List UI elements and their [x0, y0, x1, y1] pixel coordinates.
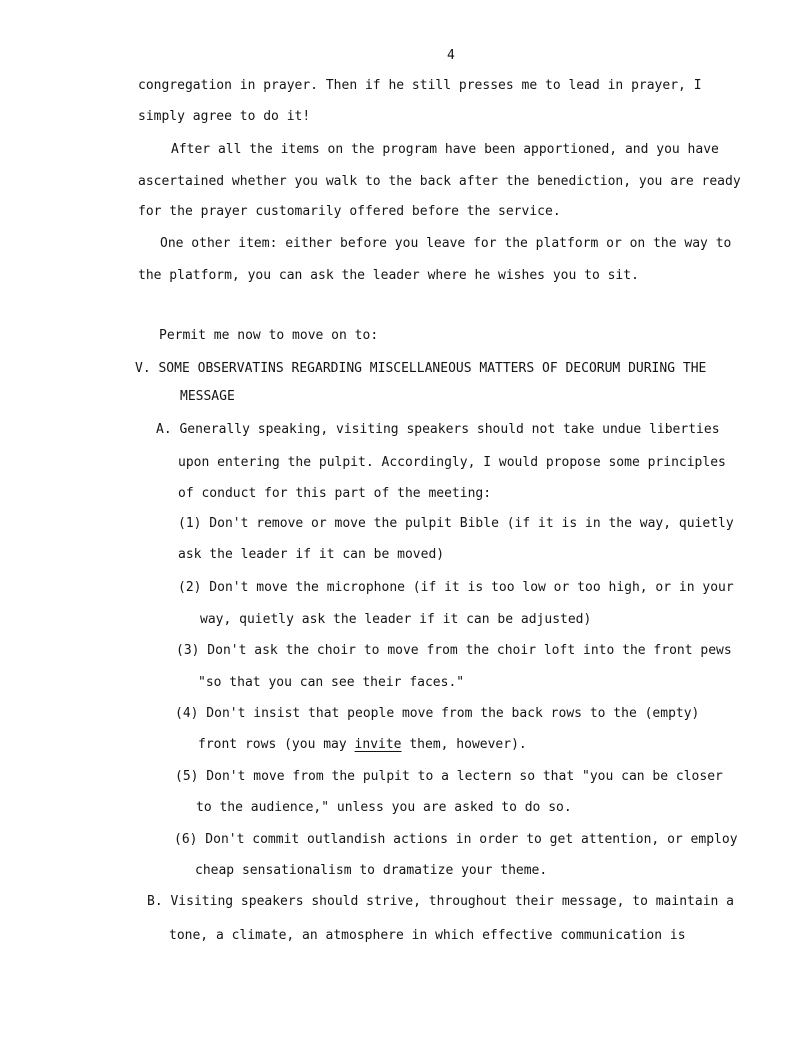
items-para-line-3: for the prayer customarily offered before the service. — [138, 204, 561, 219]
rule-4-line-2-start: front rows (you may — [198, 737, 355, 752]
other-item-line-2: the platform, you can ask the leader where he wishes you to sit. — [138, 268, 639, 283]
rule-4-line-1: (4) Don't insist that people move from the back rows to the (empty) — [175, 706, 700, 721]
items-para-line-1: After all the items on the program have been apportioned, and you have — [171, 142, 719, 157]
rule-6-line-2: cheap sensationalism to dramatize your theme. — [195, 863, 548, 878]
rule-3-line-2: "so that you can see their faces." — [198, 675, 465, 690]
underlined-invite: invite — [354, 737, 402, 752]
item-b-line-2: tone, a climate, an atmosphere in which effective communication is — [169, 928, 686, 943]
rule-3-line-1: (3) Don't ask the choir to move from the choir loft into the front pews — [176, 643, 732, 658]
rule-5-line-1: (5) Don't move from the pulpit to a lectern so that "you can be closer — [175, 769, 723, 784]
rule-1-line-2: ask the leader if it can be moved) — [178, 547, 445, 562]
rule-2-line-1: (2) Don't move the microphone (if it is too low or too high, or in your — [178, 580, 734, 595]
page-number: 4 — [447, 48, 455, 63]
permit-line: Permit me now to move on to: — [159, 328, 379, 343]
rule-4-line-2-end: them, however). — [401, 737, 527, 752]
section-v-heading-line-2: MESSAGE — [180, 389, 235, 404]
item-b-line-1: B. Visiting speakers should strive, throughout their message, to maintain a — [147, 894, 734, 909]
rule-6-line-1: (6) Don't commit outlandish actions in order to get attention, or employ — [174, 832, 738, 847]
item-a-line-2: upon entering the pulpit. Accordingly, I would propose some principles — [178, 455, 726, 470]
section-v-heading-line-1: V. SOME OBSERVATINS REGARDING MISCELLANEOUS MATTERS OF DECORUM DURING THE — [135, 361, 707, 376]
intro-line-2: simply agree to do it! — [138, 109, 311, 124]
intro-line-1: congregation in prayer. Then if he still presses me to lead in prayer, I — [138, 78, 702, 93]
item-a-line-1: A. Generally speaking, visiting speakers should not take undue liberties — [156, 422, 720, 437]
rule-1-line-1: (1) Don't remove or move the pulpit Bible (if it is in the way, quietly — [178, 516, 734, 531]
items-para-line-2: ascertained whether you walk to the back after the benediction, you are ready — [138, 174, 741, 189]
rule-4-line-2 — [198, 737, 527, 753]
item-a-line-3: of conduct for this part of the meeting: — [178, 486, 492, 501]
other-item-line-1: One other item: either before you leave for the platform or on the way to — [160, 236, 732, 251]
rule-2-line-2: way, quietly ask the leader if it can be adjusted) — [200, 612, 592, 627]
rule-5-line-2: to the audience," unless you are asked to do so. — [196, 800, 572, 815]
